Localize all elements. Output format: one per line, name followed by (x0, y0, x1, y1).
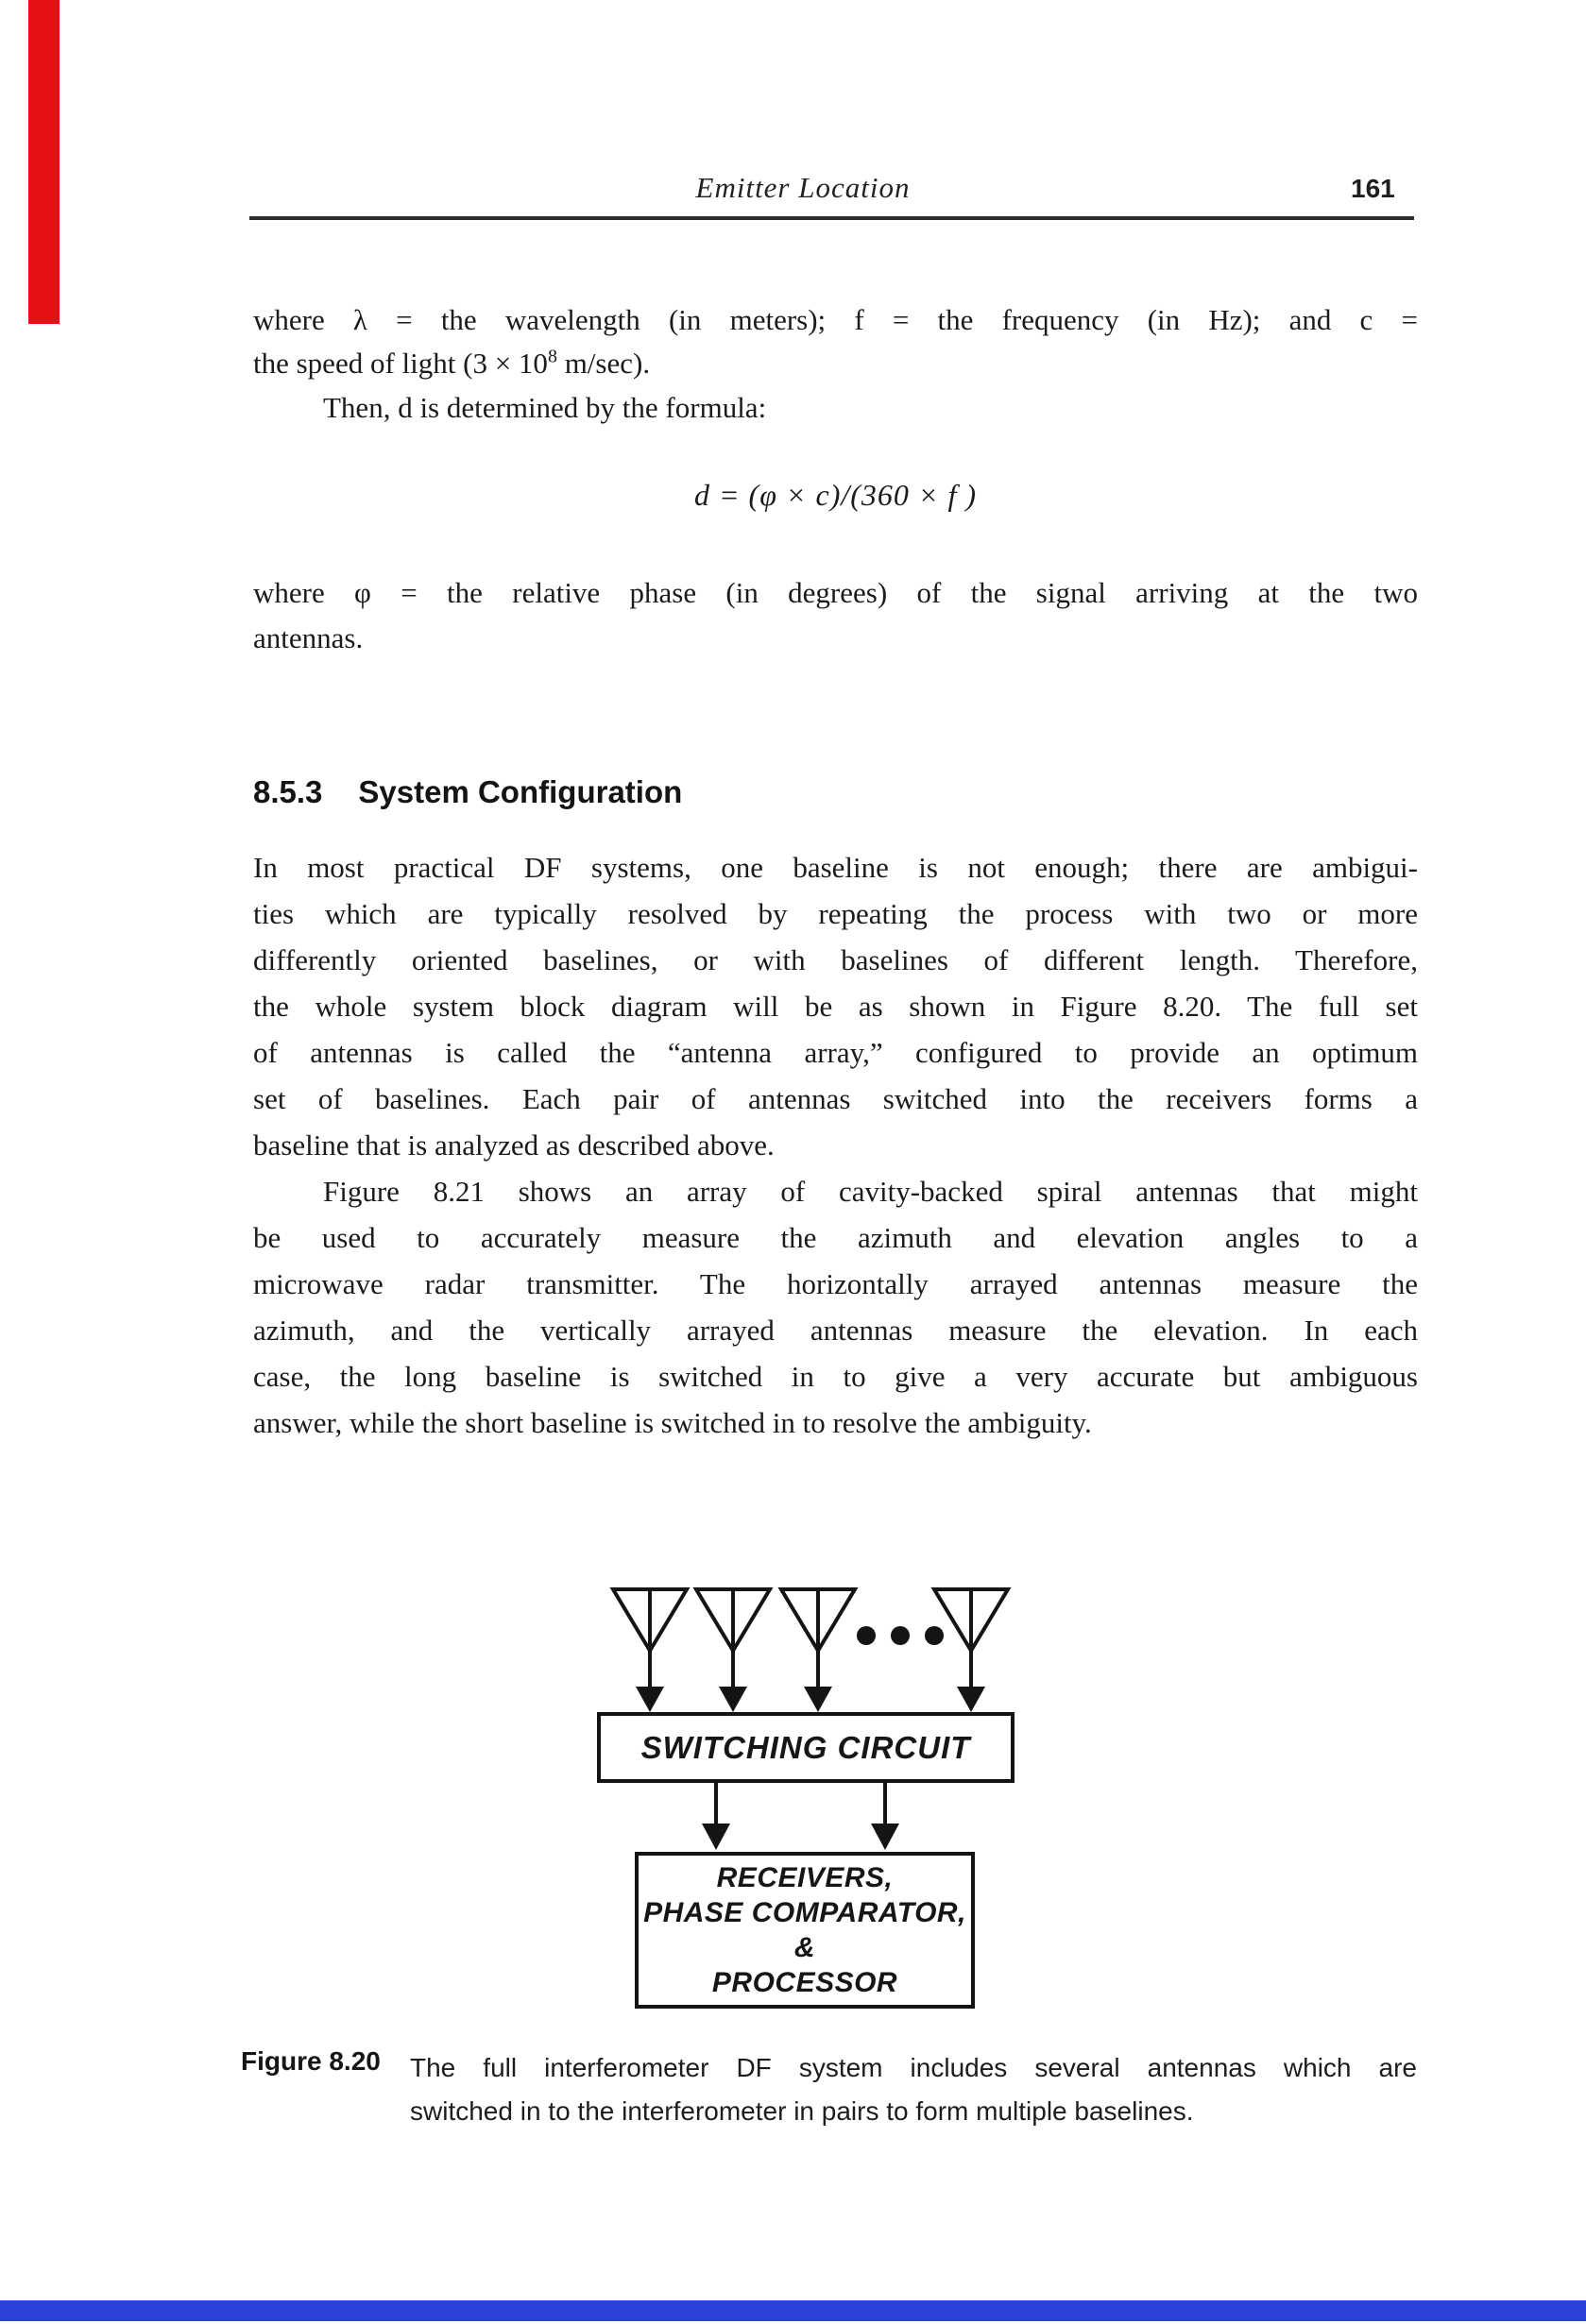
page-number: 161 (1351, 174, 1395, 203)
receivers-box-line: & (793, 1932, 816, 1963)
where-phi-paragraph (253, 570, 1418, 661)
switching-circuit-label: SWITCHING CIRCUIT (640, 1729, 971, 1765)
section-title: System Configuration (358, 774, 683, 809)
receivers-box-line: RECEIVERS, (716, 1862, 894, 1893)
text-line: set of baselines. Each pair of antennas switched into the receivers forms a (253, 1082, 1418, 1115)
text-line: In most practical DF systems, one baseline is not enough; there are ambigui- (253, 851, 1418, 884)
caption-line: switched in to the interferometer in pairs to form multiple baselines. (410, 2096, 1194, 2126)
figure-caption-text (410, 2046, 1417, 2133)
text-line: antennas. (253, 621, 364, 654)
figure-caption-label: Figure 8.20 (241, 2046, 381, 2076)
text-line: ties which are typically resolved by repeating the process with two or more (253, 897, 1418, 930)
text-line: baseline that is analyzed as described above. (253, 1128, 775, 1162)
text-line: the whole system block diagram will be as shown in Figure 8.20. The full set (253, 990, 1418, 1023)
ellipsis-dot (925, 1626, 944, 1645)
scan-artifact-blue-strip (0, 2300, 1586, 2321)
arrowhead-icon (957, 1687, 985, 1712)
text-line: microwave radar transmitter. The horizontally arrayed antennas measure the (253, 1267, 1418, 1300)
arrowhead-icon (719, 1687, 747, 1712)
running-header-title: Emitter Location (695, 171, 911, 204)
antenna-icons (613, 1589, 1008, 1826)
receivers-box-line: PROCESSOR (711, 1967, 898, 1998)
text-line: where φ = the relative phase (in degrees) of the signal arriving at the two (253, 576, 1418, 609)
receivers-box-line: PHASE COMPARATOR, (643, 1897, 966, 1928)
text-segment: m/sec). (556, 347, 651, 380)
intro-paragraph (253, 298, 1418, 385)
ellipsis-dot (857, 1626, 876, 1645)
section-heading (253, 774, 1418, 810)
ellipsis-dot (891, 1626, 910, 1645)
text-line (253, 342, 1418, 385)
body-paragraphs (253, 844, 1418, 1446)
text-segment: the speed of light (3 × 10 (253, 347, 548, 380)
section-number: 8.5.3 (253, 774, 323, 809)
switching-circuit-box (597, 1712, 1015, 1783)
then-line: Then, d is determined by the formula: (323, 391, 767, 424)
header-rule (249, 216, 1414, 220)
text-line: answer, while the short baseline is switched in to resolve the ambiguity. (253, 1406, 1092, 1439)
scan-artifact-red-stripe (28, 0, 60, 324)
arrowhead-icon (804, 1687, 832, 1712)
arrowhead-icon (702, 1824, 730, 1850)
formula: d = (φ × c)/(360 × f ) (693, 478, 978, 512)
text-line: Figure 8.21 shows an array of cavity-backed spiral antennas that might (323, 1175, 1418, 1208)
arrowhead-icon (636, 1687, 664, 1712)
text-line: differently oriented baselines, or with baselines of different length. Therefore, (253, 943, 1418, 976)
text-line: azimuth, and the vertically arrayed antennas measure the elevation. In each (253, 1314, 1418, 1347)
text-line: where λ = the wavelength (in meters); f = the frequency (in Hz); and c = (253, 303, 1418, 336)
superscript-8: 8 (547, 346, 557, 367)
arrowhead-icon (871, 1824, 899, 1850)
text-line: of antennas is called the “antenna array,” configured to provide an optimum (253, 1036, 1418, 1069)
caption-line: The full interferometer DF system includes several antennas which are (410, 2053, 1417, 2082)
text-line: case, the long baseline is switched in to give a very accurate but ambiguous (253, 1360, 1418, 1393)
text-line: be used to accurately measure the azimuth and elevation angles to a (253, 1221, 1418, 1254)
receivers-box (635, 1852, 975, 2009)
